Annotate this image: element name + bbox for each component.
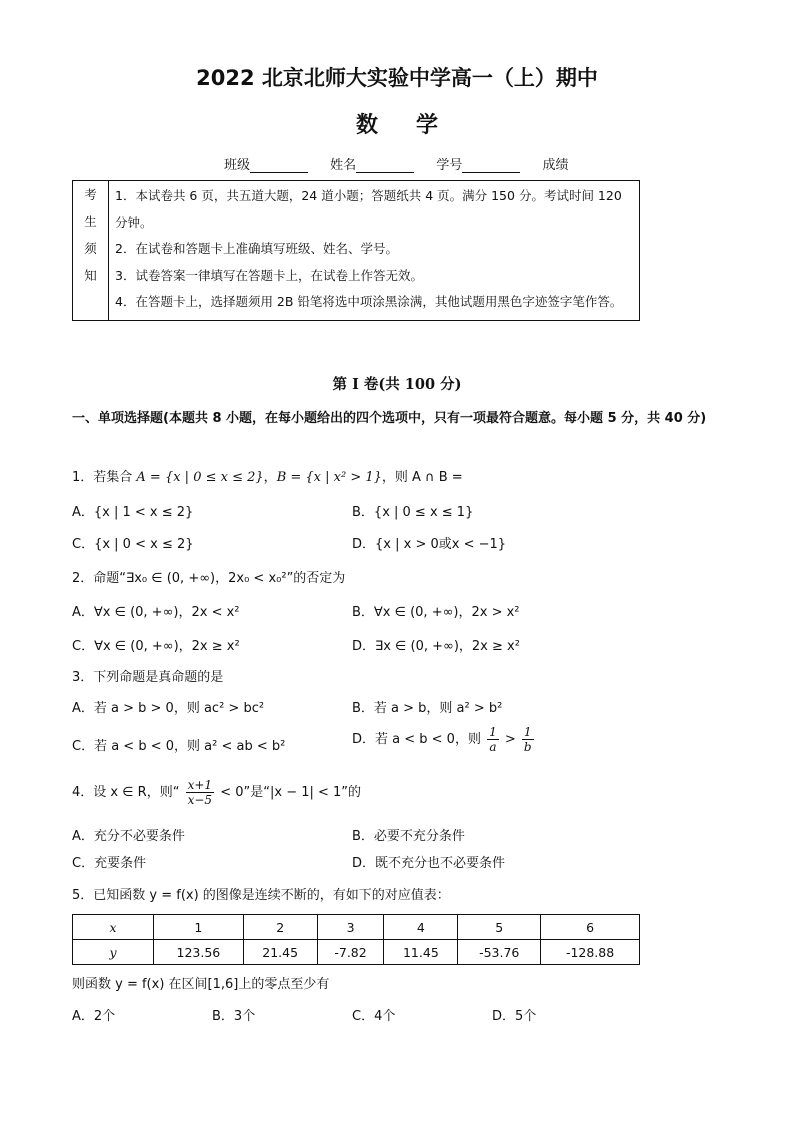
q4-option-b: B．必要不充分条件 <box>352 829 465 844</box>
question-1-stem <box>72 466 463 485</box>
q3-option-c: C．若 a < b < 0，则 a² < ab < b² <box>72 739 286 754</box>
student-id-blank <box>462 158 520 173</box>
q1-sep: ， <box>263 470 277 485</box>
q4-option-a: A．充分不必要条件 <box>72 829 185 844</box>
y-cell: 11.45 <box>384 940 458 965</box>
class-blank <box>250 158 308 173</box>
denominator: x−5 <box>187 793 213 807</box>
q2-option-b: B．∀x ∈ (0, +∞)，2x > x² <box>352 605 520 620</box>
notice-table <box>72 180 640 321</box>
info-line <box>224 154 568 173</box>
part-title: 一、单项选择题(本题共 8 小题，在每小题给出的四个选项中，只有一项最符合题意。每小题 5 分，共 40 分) <box>72 411 707 426</box>
numerator: 1 <box>489 725 497 739</box>
x-cell: 2 <box>243 915 317 940</box>
notice-side-char: 知 <box>84 268 97 283</box>
q4-fraction <box>186 778 214 807</box>
q3-fraction-1 <box>487 725 499 754</box>
q2-option-a: A．∀x ∈ (0, +∞)，2x < x² <box>72 605 240 620</box>
q1-set-b: B = {x | x² > 1} <box>276 470 382 485</box>
q1-text: 1．若集合 <box>72 470 137 485</box>
notice-side-label <box>73 181 109 321</box>
q1-option-a: A．{x | 1 < x ≤ 2} <box>72 505 194 520</box>
q3-option-d-text: D．若 a < b < 0，则 <box>352 732 481 747</box>
question-5-stem: 5．已知函数 y = f(x) 的图像是连续不断的，有如下的对应值表： <box>72 888 450 903</box>
q1-option-b: B．{x | 0 ≤ x ≤ 1} <box>352 505 474 520</box>
x-cell: 4 <box>384 915 458 940</box>
q5-option-d: D．5个 <box>492 1009 537 1024</box>
value-table-row-x <box>73 915 640 940</box>
y-cell: -7.82 <box>317 940 384 965</box>
y-cell: -53.76 <box>458 940 541 965</box>
q3-option-b: B．若 a > b，则 a² > b² <box>352 701 503 716</box>
notice-side-char: 考 <box>84 187 97 202</box>
q1-option-c: C．{x | 0 < x ≤ 2} <box>72 537 194 552</box>
q3-option-d <box>352 725 536 754</box>
notice-items <box>109 181 640 321</box>
q3-option-a: A．若 a > b > 0，则 ac² > bc² <box>72 701 265 716</box>
q3-greater-than: > <box>504 732 516 747</box>
q3-fraction-2 <box>522 725 534 754</box>
notice-item: 2．在试卷和答题卡上准确填写班级、姓名、学号。 <box>115 241 398 256</box>
notice-item: 1．本试卷共 6 页，共五道大题，24 道小题；答题纸共 4 页。满分 150 分。考试时间 120 分钟。 <box>115 188 622 230</box>
q5-option-b: B．3个 <box>212 1009 256 1024</box>
x-cell: 6 <box>541 915 640 940</box>
q1-text-tail: ，则 A ∩ B = <box>381 470 463 485</box>
value-table-row-y <box>73 940 640 965</box>
q1-set-a: A = {x | 0 ≤ x ≤ 2} <box>136 470 264 485</box>
denominator: b <box>523 740 532 754</box>
q2-option-c: C．∀x ∈ (0, +∞)，2x ≥ x² <box>72 639 240 654</box>
notice-item: 3．试卷答案一律填写在答题卡上，在试卷上作答无效。 <box>115 267 423 283</box>
notice-item: 4．在答题卡上，选择题须用 2B 铅笔将选中项涂黑涂满，其他试题用黑色字迹签字笔作答。 <box>115 294 623 309</box>
notice-side-char: 须 <box>84 241 97 256</box>
q1-option-d: D．{x | x > 0或x < −1} <box>352 537 507 552</box>
question-4-stem <box>72 778 361 807</box>
subject-title: 数学 <box>355 113 476 138</box>
x-cell: 1 <box>154 915 244 940</box>
x-cell: 5 <box>458 915 541 940</box>
exam-title: 2022 北京北师大实验中学高一（上）期中 <box>196 66 598 90</box>
student-id-label: 学号 <box>436 158 463 173</box>
notice-side-char: 生 <box>84 214 97 229</box>
question-3-stem: 3．下列命题是真命题的是 <box>72 670 224 685</box>
x-header: x <box>73 915 154 940</box>
name-label: 姓名 <box>330 158 357 173</box>
class-label: 班级 <box>224 158 251 173</box>
y-header: y <box>73 940 154 965</box>
q5-follow-up: 则函数 y = f(x) 在区间[1,6]上的零点至少有 <box>72 977 330 992</box>
q4-text-tail: < 0”是“|x − 1| < 1”的 <box>220 785 362 800</box>
x-cell: 3 <box>317 915 384 940</box>
y-cell: 123.56 <box>154 940 244 965</box>
q5-option-c: C．4个 <box>352 1009 396 1024</box>
denominator: a <box>489 740 497 754</box>
q2-option-d: D．∃x ∈ (0, +∞)，2x ≥ x² <box>352 639 520 654</box>
q4-text: 4．设 x ∈ R，则“ <box>72 785 180 800</box>
y-cell: -128.88 <box>541 940 640 965</box>
value-table <box>72 914 640 965</box>
q5-option-a: A．2个 <box>72 1009 116 1024</box>
q4-option-c: C．充要条件 <box>72 856 147 871</box>
q4-option-d: D．既不充分也不必要条件 <box>352 856 506 871</box>
section-title: 第 I 卷(共 100 分) <box>332 376 462 393</box>
score-label: 成绩 <box>542 158 569 173</box>
question-2-stem: 2．命题“∃x₀ ∈ (0, +∞)，2x₀ < x₀²”的否定为 <box>72 571 346 586</box>
numerator: 1 <box>523 725 532 739</box>
y-cell: 21.45 <box>243 940 317 965</box>
name-blank <box>356 158 414 173</box>
numerator: x+1 <box>187 778 213 792</box>
